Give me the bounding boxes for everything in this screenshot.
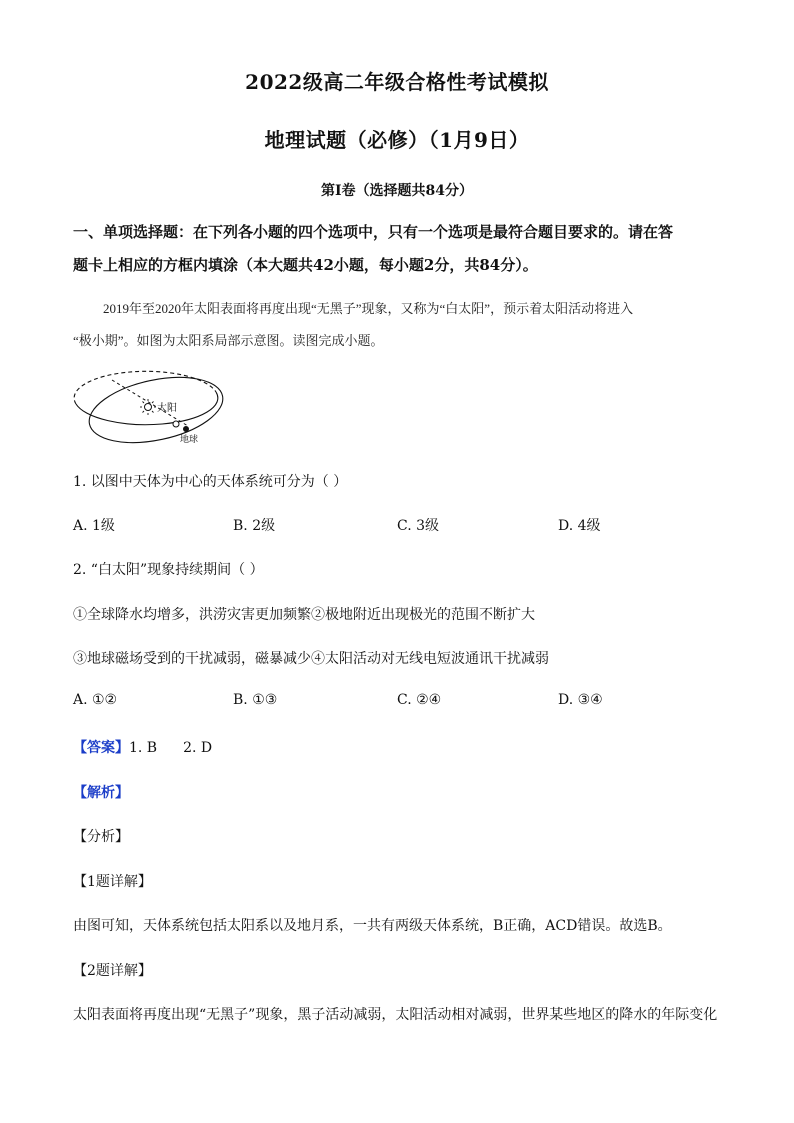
q2-option-a[interactable]: A. ①② [73,692,118,708]
answer-value-1: 1. B [129,740,158,756]
q1-option-d[interactable]: D. 4级 [558,518,601,534]
jiexi-label: 【解析】 [73,785,129,801]
instructions-line-2: 题卡上相应的方框内填涂（本大题共42小题，每小题2分，共84分）。 [73,256,538,274]
q1-detail-text: 由图可知，天体系统包括太阳系以及地月系，一共有两级天体系统，B正确，ACD错误。故选B。 [73,918,672,934]
q1-detail-label: 【1题详解】 [73,874,152,890]
sun-label: 太阳 [157,403,177,414]
answer-value-2: 2. D [183,740,213,756]
q2-option-c[interactable]: C. ②④ [397,692,442,708]
q2-detail-label: 【2题详解】 [73,963,152,979]
question-stem-line-1: 2019年至2020年太阳表面将再度出现“无黑子”现象，又称为“白太阳”，预示着太阳活动将进入 [103,301,634,316]
question-2-stem: 2. “白太阳”现象持续期间（ ） [73,562,264,578]
sun-icon [140,399,156,415]
fenxi-label: 【分析】 [73,829,129,845]
earth-icon [183,426,189,432]
question-stem-line-2: “极小期”。如图为太阳系局部示意图。读图完成小题。 [73,333,384,348]
q2-detail-text: 太阳表面将再度出现“无黑子”现象，黑子活动减弱，太阳活动相对减弱，世界某些地区的降水的年际变化 [73,1007,718,1023]
orbit-front [76,392,218,425]
question-1-stem: 1. 以图中天体为中心的天体系统可分为（ ） [73,474,348,490]
moon-icon [173,421,179,427]
earth-label: 地球 [180,435,199,445]
solar-system-diagram [70,366,230,448]
document-title: 2022级高二年级合格性考试模拟 [245,70,549,94]
q2-statement-line-2: ③地球磁场受到的干扰减弱，磁暴减少④太阳活动对无线电短波通讯干扰减弱 [73,651,549,667]
q2-option-d[interactable]: D. ③④ [558,692,603,708]
document-subtitle: 地理试题（必修）（1月9日） [264,128,530,152]
q2-option-b[interactable]: B. ①③ [233,692,278,708]
orbit-back-dashed [74,371,216,404]
q1-option-b[interactable]: B. 2级 [233,518,276,534]
instructions-line-1: 一、单项选择题：在下列各小题的四个选项中，只有一个选项是最符合题目要求的。请在答 [73,223,674,241]
q2-statement-line-1: ①全球降水均增多，洪涝灾害更加频繁②极地附近出现极光的范围不断扩大 [73,607,535,623]
volume-heading: 第Ⅰ卷（选择题共84分） [320,183,474,199]
q1-option-a[interactable]: A. 1级 [73,518,115,534]
q1-option-c[interactable]: C. 3级 [397,518,440,534]
answer-label: 【答案】 [73,740,129,756]
answer-row [73,737,212,757]
